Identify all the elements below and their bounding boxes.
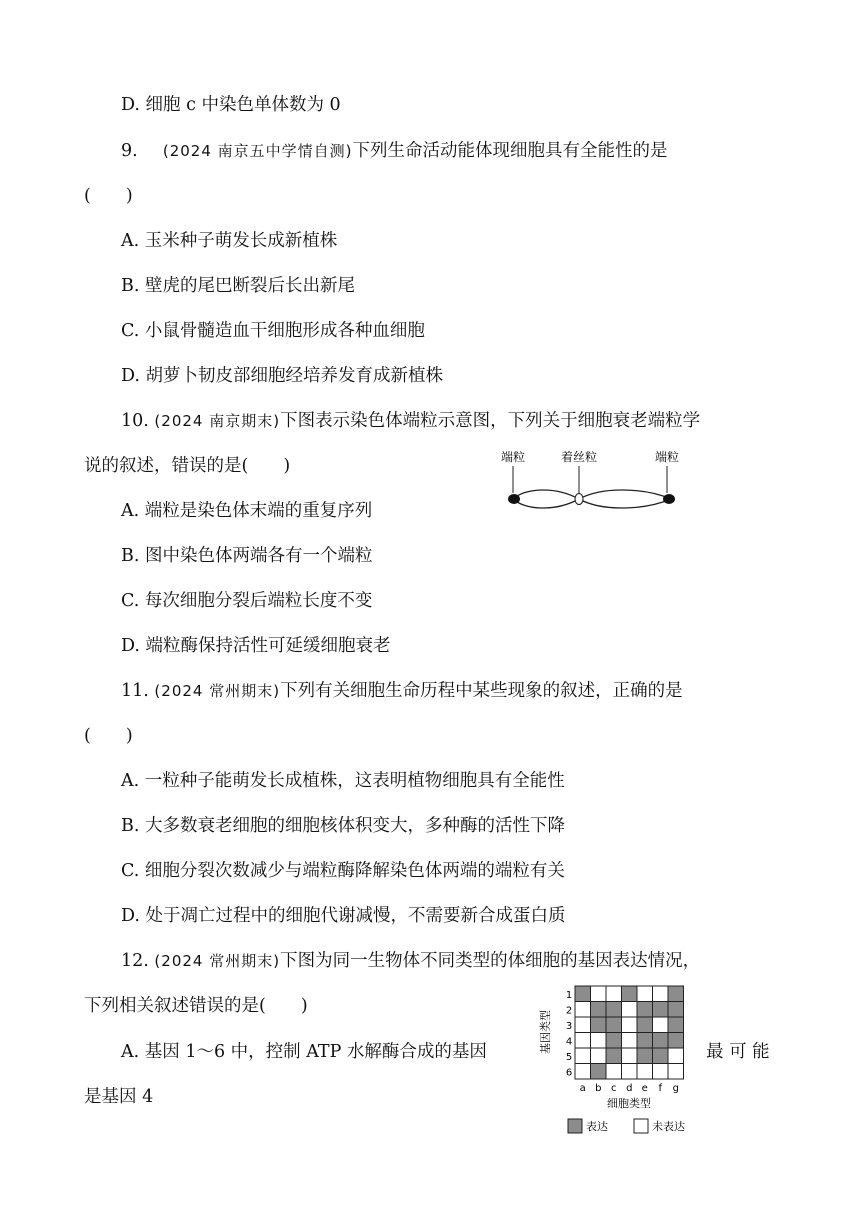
legend-not-label: 未表达	[652, 1120, 685, 1133]
q11-option-b: B. 大多数衰老细胞的细胞核体积变大，多种酶的活性下降	[121, 816, 565, 836]
q10-stem-line2: 说的叙述，错误的是( )	[84, 456, 291, 476]
grid-cells	[575, 986, 684, 1079]
grid-cell-gene4-e	[637, 1033, 653, 1049]
grid-cell-gene4-c	[606, 1033, 622, 1049]
q9-stem-line	[121, 139, 668, 163]
grid-cell-gene3-g	[668, 1017, 684, 1033]
x-axis-label: 细胞类型	[607, 1097, 651, 1110]
grid-cell-gene4-g	[668, 1033, 684, 1049]
q9-option-a: A. 玉米种子萌发长成新植株	[121, 231, 338, 251]
chromatid-right-arm	[579, 490, 671, 508]
grid-cell-gene5-c	[606, 1048, 622, 1064]
q11-number: 11.	[121, 681, 149, 701]
q11-stem-line	[121, 679, 683, 703]
label-centromere: 着丝粒	[560, 450, 598, 464]
q9-option-c: C. 小鼠骨髓造血干细胞形成各种血细胞	[121, 321, 425, 341]
q11-option-c: C. 细胞分裂次数减少与端粒酶降解染色体两端的端粒有关	[121, 861, 565, 881]
q10-number: 10.	[121, 411, 149, 431]
q8-option-d: D. 细胞 c 中染色单体数为 0	[121, 95, 341, 115]
q10-option-d: D. 端粒酶保持活性可延缓细胞衰老	[121, 636, 391, 656]
grid-cell-gene2-c	[606, 1002, 622, 1018]
q9-number: 9.	[121, 141, 138, 161]
legend-expressed-label: 表达	[586, 1120, 608, 1133]
q11-source: (2024 常州期末)	[154, 682, 281, 700]
y-axis-label: 基因类型	[539, 1010, 552, 1054]
q10-option-c: C. 每次细胞分裂后端粒长度不变	[121, 591, 373, 611]
grid-cell-gene6-b	[591, 1064, 607, 1080]
col-label-f: f	[658, 1083, 663, 1094]
grid-cell-gene3-c	[606, 1017, 622, 1033]
centromere	[575, 494, 583, 505]
q11-option-d: D. 处于凋亡过程中的细胞代谢减慢，不需要新合成蛋白质	[121, 906, 566, 926]
col-label-b: b	[595, 1083, 602, 1094]
q11-paren: ( )	[84, 726, 133, 746]
grid-cell-gene1-e	[637, 986, 653, 1002]
grid-cell-gene3-e	[637, 1017, 653, 1033]
q10-stem-line	[121, 409, 700, 433]
grid-cell-gene2-g	[668, 1002, 684, 1018]
grid-cell-gene6-f	[653, 1064, 669, 1080]
grid-cell-gene4-a	[575, 1033, 591, 1049]
grid-cell-gene2-d	[622, 1002, 638, 1018]
grid-cell-gene1-f	[653, 986, 669, 1002]
chromosome-telomere-figure	[495, 445, 695, 515]
grid-cell-gene2-a	[575, 1002, 591, 1018]
row-label-1: 1	[565, 989, 573, 1001]
grid-cell-gene3-a	[575, 1017, 591, 1033]
q12-stem-line2: 下列相关叙述错误的是( )	[84, 996, 308, 1016]
grid-cell-gene6-g	[668, 1064, 684, 1080]
q9-stem: 下列生命活动能体现细胞具有全能性的是	[352, 141, 668, 161]
q11-stem: 下列有关细胞生命历程中某些现象的叙述，正确的是	[280, 681, 683, 701]
grid-cell-gene2-e	[637, 1002, 653, 1018]
q10-option-a: A. 端粒是染色体末端的重复序列	[121, 501, 373, 521]
grid-cell-gene3-f	[653, 1017, 669, 1033]
q9-source	[163, 141, 353, 161]
grid-cell-gene3-b	[591, 1017, 607, 1033]
label-telomere-right: 端粒	[654, 450, 680, 464]
telomere-left	[508, 494, 520, 504]
grid-cell-gene4-d	[622, 1033, 638, 1049]
grid-cell-gene6-c	[606, 1064, 622, 1080]
q12-source: (2024 常州期末)	[154, 952, 281, 970]
q12-option-a-part3: 是基因 4	[84, 1087, 154, 1107]
q11-option-a: A. 一粒种子能萌发长成植株，这表明植物细胞具有全能性	[121, 771, 565, 791]
legend-expressed-swatch	[568, 1119, 582, 1133]
grid-cell-gene5-b	[591, 1048, 607, 1064]
grid-cell-gene1-d	[622, 986, 638, 1002]
q9-source-text: (2024 南京五中学情自测)	[162, 142, 353, 160]
grid-cell-gene1-b	[591, 986, 607, 1002]
q10-source: (2024 南京期末)	[154, 412, 281, 430]
q9-paren: ( )	[84, 186, 133, 206]
q10-stem: 下图表示染色体端粒示意图，下列关于细胞衰老端粒学	[280, 411, 701, 431]
grid-cell-gene6-a	[575, 1064, 591, 1080]
col-label-c: c	[611, 1083, 617, 1094]
grid-cell-gene6-d	[622, 1064, 638, 1080]
grid-cell-gene3-d	[622, 1017, 638, 1033]
grid-cell-gene5-d	[622, 1048, 638, 1064]
col-label-e: e	[641, 1083, 648, 1094]
chromatid-left-arm	[513, 490, 579, 508]
grid-cell-gene1-g	[668, 986, 684, 1002]
col-label-a: a	[579, 1083, 586, 1094]
telomere-right	[663, 494, 675, 504]
col-label-g: g	[672, 1083, 679, 1094]
row-label-6: 6	[565, 1067, 573, 1079]
row-label-2: 2	[565, 1005, 573, 1017]
grid-cell-gene6-e	[637, 1064, 653, 1080]
row-label-5: 5	[565, 1051, 573, 1063]
label-telomere-left: 端粒	[500, 450, 526, 464]
q12-stem: 下图为同一生物体不同类型的体细胞的基因表达情况，	[280, 951, 701, 971]
q12-number: 12.	[121, 951, 149, 971]
q9-option-d: D. 胡萝卜韧皮部细胞经培养发育成新植株	[121, 366, 444, 386]
grid-cell-gene5-a	[575, 1048, 591, 1064]
row-label-4: 4	[565, 1036, 573, 1048]
q9-option-b: B. 壁虎的尾巴断裂后长出新尾	[121, 276, 355, 296]
q10-option-b: B. 图中染色体两端各有一个端粒	[121, 546, 373, 566]
gene-expression-figure	[536, 982, 706, 1142]
row-labels	[566, 990, 572, 1079]
q12-stem-line	[121, 949, 700, 973]
q12-option-a-part1: A. 基因 1～6 中，控制 ATP 水解酶合成的基因	[121, 1042, 487, 1062]
grid-cell-gene2-f	[653, 1002, 669, 1018]
grid-cell-gene1-a	[575, 986, 591, 1002]
grid-cell-gene5-g	[668, 1048, 684, 1064]
col-label-d: d	[626, 1083, 633, 1094]
legend-not-swatch	[634, 1119, 648, 1133]
grid-cell-gene1-c	[606, 986, 622, 1002]
q12-option-a-part2: 最 可 能	[706, 1042, 770, 1062]
grid-cell-gene5-f	[653, 1048, 669, 1064]
grid-cell-gene4-b	[591, 1033, 607, 1049]
grid-cell-gene4-f	[653, 1033, 669, 1049]
row-label-3: 3	[565, 1020, 573, 1032]
col-labels	[580, 1083, 679, 1094]
grid-cell-gene2-b	[591, 1002, 607, 1018]
grid-cell-gene5-e	[637, 1048, 653, 1064]
